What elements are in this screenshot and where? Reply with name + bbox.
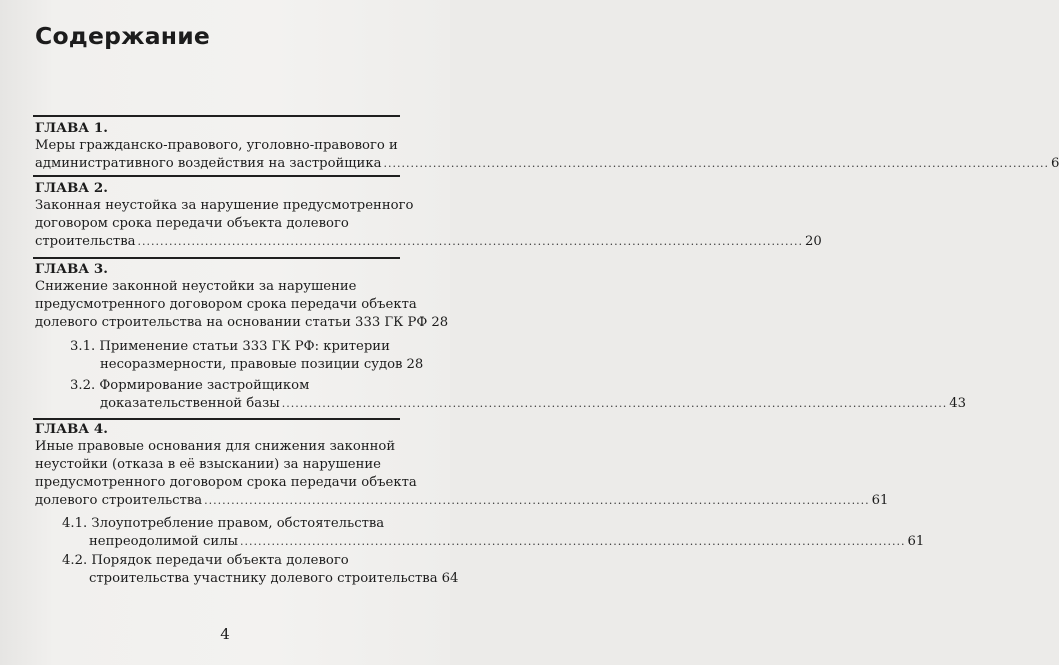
toc-page-number: 28 [406, 357, 424, 372]
toc-entry-line: неустойки (отказа в её взыскании) за нарушение [35, 457, 381, 472]
toc-entry-line: административного воздействия на застройщика [35, 156, 382, 171]
dot-leader [240, 533, 906, 551]
toc-entry-line: долевого строительства на основании статьи 333 ГК РФ [35, 315, 428, 330]
toc-entry-line: строительства участнику долевого строительства [89, 571, 438, 586]
toc-entry [35, 278, 449, 332]
toc-entry-line: 3.1. Применение статьи 333 ГК РФ: критерии [70, 339, 390, 354]
toc-entry-line: 4.2. Порядок передачи объекта долевого [62, 553, 349, 568]
toc-page-number: 64 [441, 571, 459, 586]
dot-leader [137, 233, 803, 251]
toc-section [70, 338, 424, 374]
divider [33, 418, 400, 420]
toc-entry-line: Снижение законной неустойки за нарушение [35, 279, 357, 294]
toc-entry-last-line [35, 233, 822, 251]
toc-entry-line: 4.1. Злоупотребление правом, обстоятельства [62, 516, 385, 531]
dot-leader [204, 492, 870, 510]
chapter-heading: ГЛАВА 1. [35, 120, 108, 136]
toc-page-number: 6 [1050, 156, 1059, 171]
toc-page-number: 43 [949, 396, 967, 411]
toc-page-number: 28 [431, 315, 449, 330]
toc-entry-line: строительства [35, 234, 136, 249]
toc-entry-line: предусмотренного договором срока передачи объекта [35, 475, 417, 490]
toc-entry [35, 137, 1059, 173]
toc-entry-last-line [62, 570, 459, 588]
toc-entry-last-line [35, 155, 1059, 173]
divider [33, 115, 400, 117]
toc-entry-last-line [35, 314, 449, 332]
toc-entry-last-line [35, 492, 889, 510]
divider [33, 175, 400, 177]
toc-page-number: 20 [804, 234, 822, 249]
toc-entry-line: Иные правовые основания для снижения законной [35, 439, 396, 454]
dot-leader [282, 395, 948, 413]
toc-entry [35, 197, 822, 251]
toc-page-number: 61 [871, 493, 889, 508]
toc-entry [35, 438, 889, 510]
toc-entry-line: предусмотренного договором срока передачи объекта [35, 297, 417, 312]
toc-entry-line: долевого строительства [35, 493, 203, 508]
toc-section [70, 377, 967, 413]
chapter-heading: ГЛАВА 4. [35, 421, 108, 437]
toc-page-number: 61 [907, 534, 925, 549]
toc-section [62, 552, 459, 588]
toc-entry-line: Меры гражданско-правового, уголовно-правового и [35, 138, 398, 153]
dot-leader [383, 155, 1049, 173]
toc-entry-last-line [70, 395, 967, 413]
chapter-heading: ГЛАВА 2. [35, 180, 108, 196]
toc-entry-line: несоразмерности, правовые позиции судов [100, 357, 403, 372]
toc-entry-line: непреодолимой силы [89, 534, 239, 549]
toc-entry-last-line [70, 356, 424, 374]
chapter-heading: ГЛАВА 3. [35, 261, 108, 277]
toc-section [62, 515, 925, 551]
toc-entry-line: 3.2. Формирование застройщиком [70, 378, 310, 393]
toc-entry-line: Законная неустойка за нарушение предусмотренного [35, 198, 414, 213]
toc-entry-last-line [62, 533, 925, 551]
page-number: 4 [220, 625, 230, 643]
page-title: Содержание [35, 22, 211, 50]
toc-entry-line: договором срока передачи объекта долевого [35, 216, 349, 231]
divider [33, 257, 400, 259]
toc-entry-line: доказательственной базы [100, 396, 280, 411]
